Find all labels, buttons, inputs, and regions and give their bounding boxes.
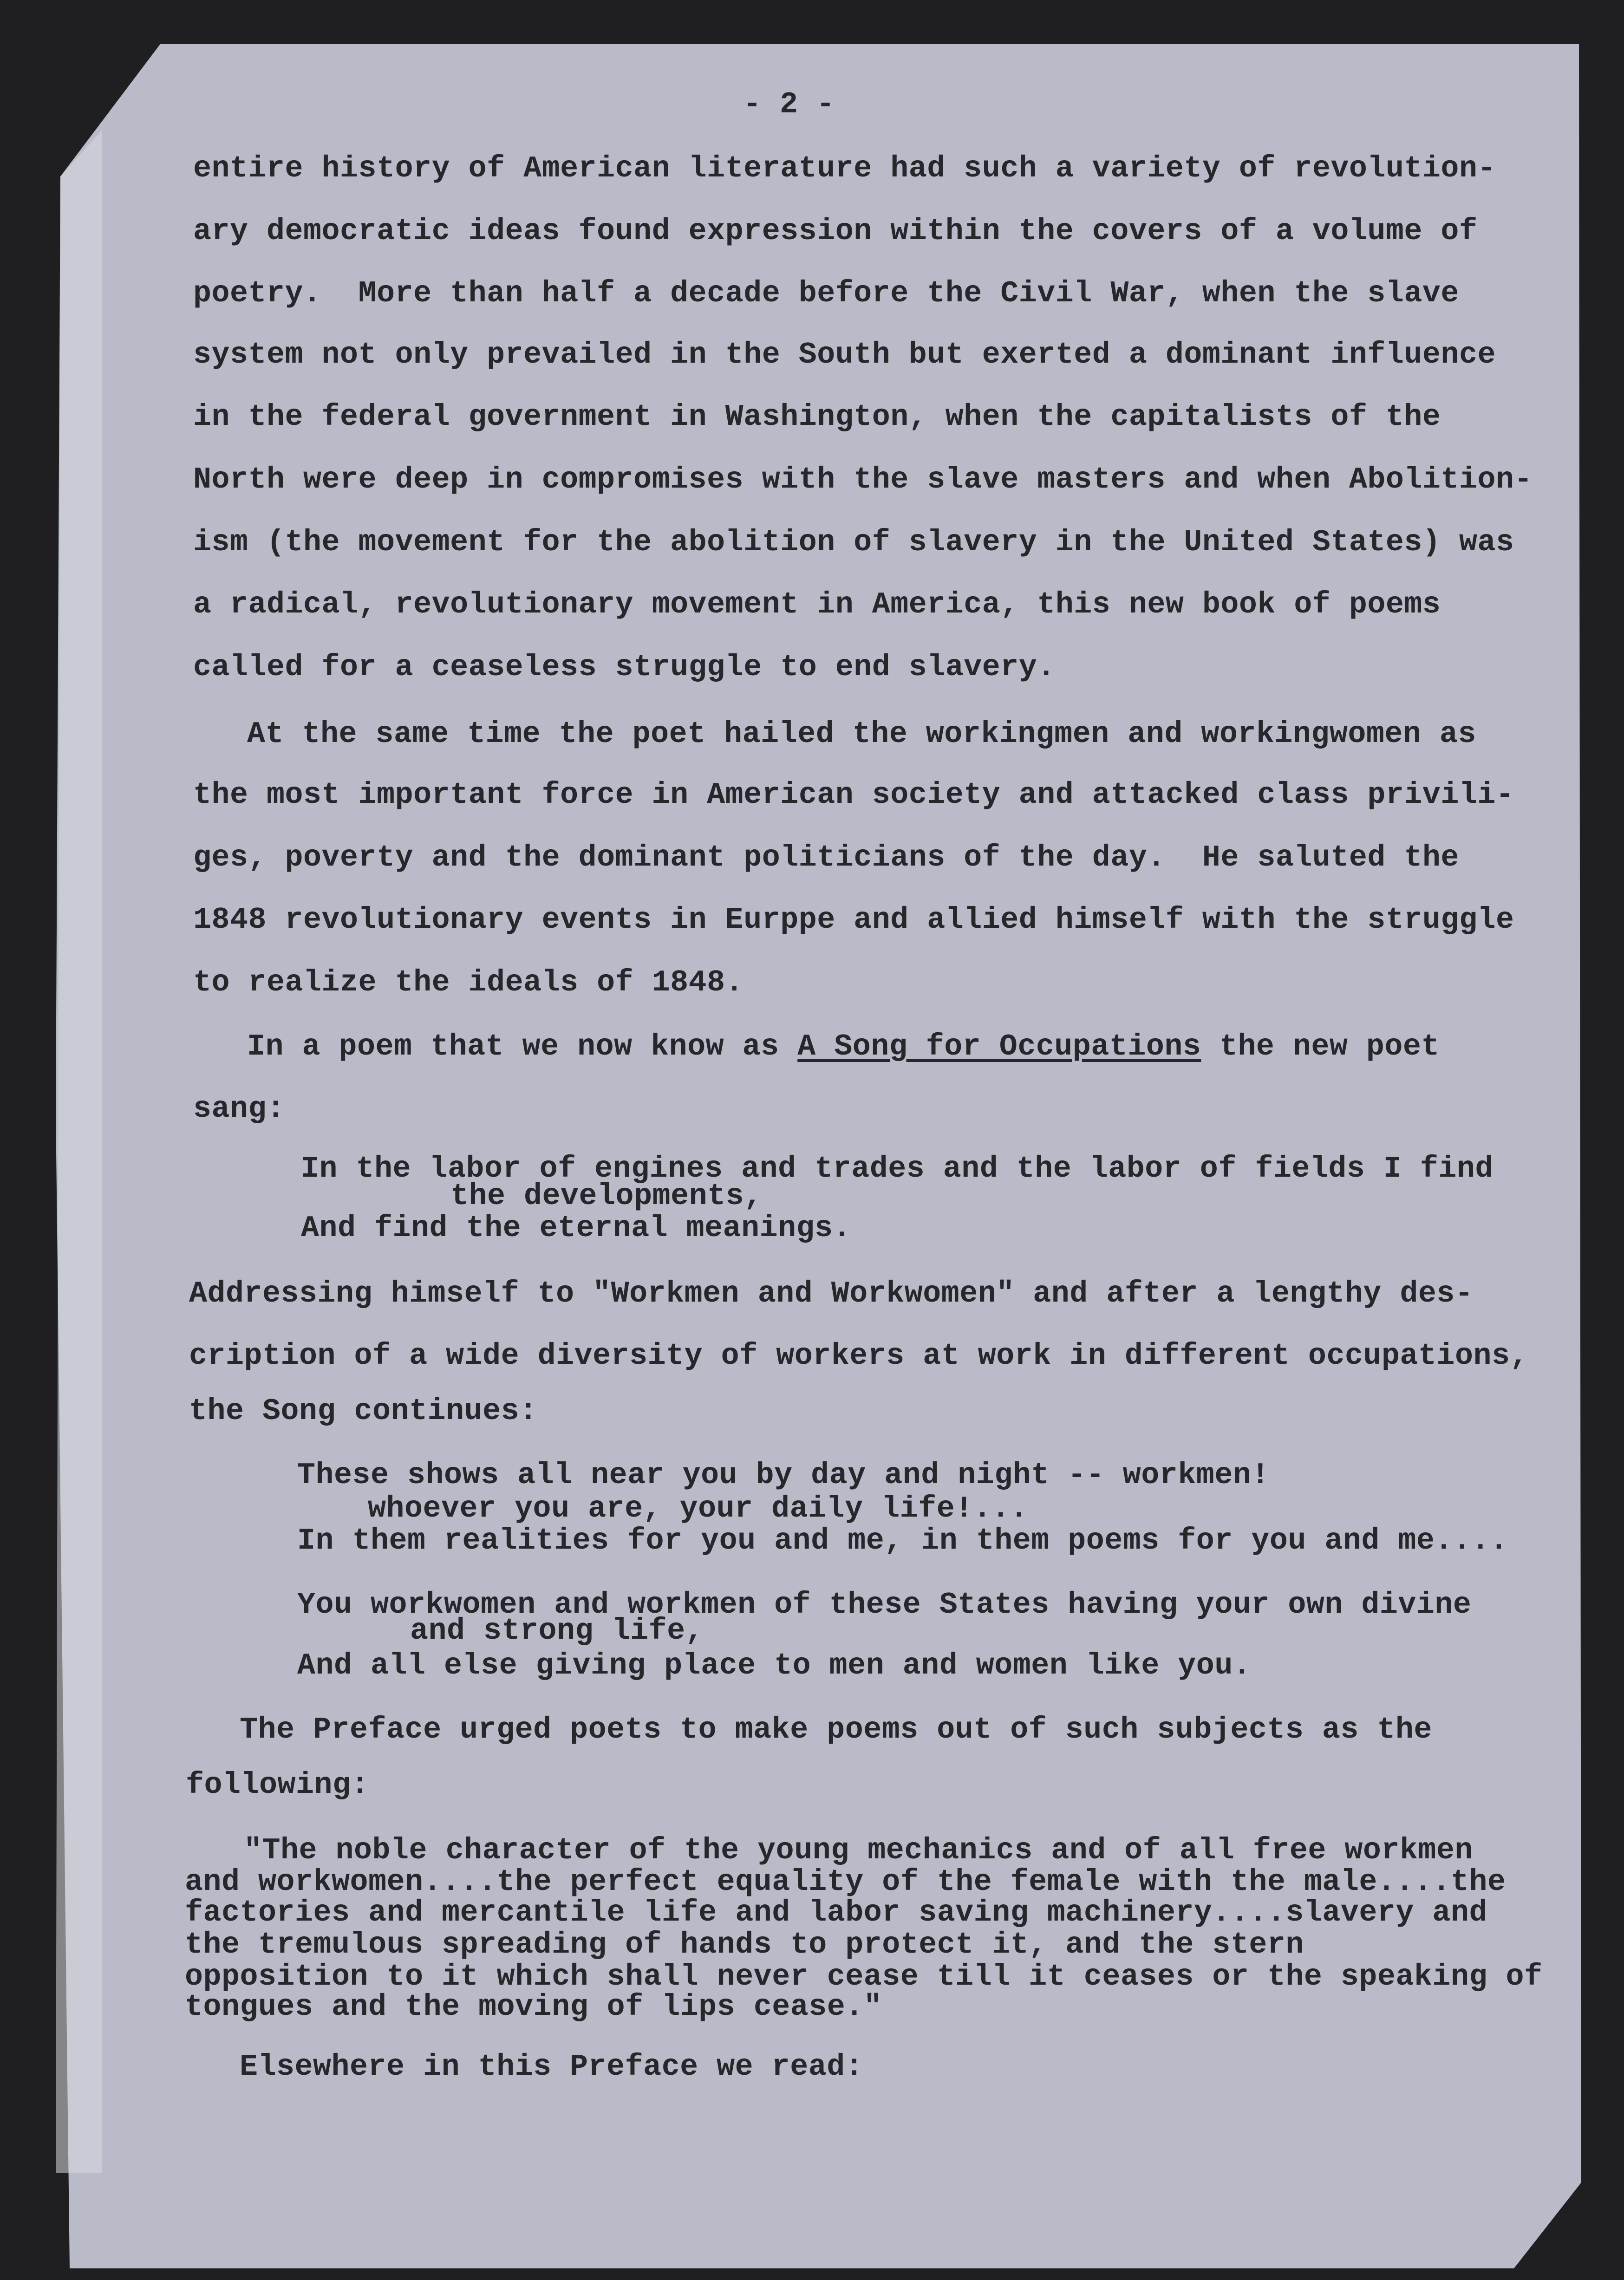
quote-line: factories and mercantile life and labor saving machinery....slavery and (185, 1896, 1487, 1930)
paragraph-line: poetry. More than half a decade before the Civil War, when the slave (193, 276, 1459, 311)
poem-line: And find the eternal meanings. (301, 1211, 852, 1245)
paragraph-line: to realize the ideals of 1848. (193, 965, 744, 1000)
poem-line: and strong life, (410, 1614, 704, 1648)
paragraph-line: sang: (193, 1092, 285, 1126)
quote-line: and workwomen....the perfect equality of the female with the male....the (185, 1865, 1506, 1899)
poem-line: the developments, (450, 1179, 763, 1213)
paragraph-line: 1848 revolutionary events in Eurppe and allied himself with the struggle (193, 903, 1514, 937)
text: the new poet (1201, 1029, 1440, 1064)
paragraph-line: At the same time the poet hailed the workingmen and workingwomen as (247, 717, 1476, 751)
poem-title-underlined: A Song for Occupations (797, 1029, 1201, 1064)
paragraph-line: Addressing himself to "Workmen and Workwomen" and after a lengthy des- (189, 1277, 1474, 1311)
poem-line: In them realities for you and me, in them poems for you and me.... (297, 1524, 1508, 1558)
quote-line: "The noble character of the young mechanics and of all free workmen (244, 1833, 1473, 1868)
poem-line: In the labor of engines and trades and the labor of fields I find (301, 1152, 1494, 1186)
paragraph-line: entire history of American literature had such a variety of revolution- (193, 151, 1496, 186)
quote-line: the tremulous spreading of hands to protect it, and the stern (185, 1928, 1304, 1962)
quote-line: tongues and the moving of lips cease." (185, 1990, 882, 2024)
poem-line: And all else giving place to men and women like you. (297, 1648, 1252, 1683)
paragraph-line: the most important force in American society and attacked class privili- (193, 778, 1514, 812)
page-number: - 2 - (743, 87, 835, 122)
paragraph-line: ary democratic ideas found expression within the covers of a volume of (193, 214, 1478, 248)
paragraph-line: North were deep in compromises with the slave masters and when Abolition- (193, 463, 1533, 497)
paragraph-line: ges, poverty and the dominant politicians of the day. He saluted the (193, 840, 1459, 875)
paragraph-line: The Preface urged poets to make poems out of such subjects as the (240, 1713, 1432, 1747)
poem-line: You workwomen and workmen of these States having your own divine (297, 1588, 1472, 1622)
poem-line: whoever you are, your daily life!... (368, 1492, 1029, 1526)
paper-edge (51, 130, 102, 2173)
poem-line: These shows all near you by day and night -- workmen! (297, 1458, 1270, 1492)
paragraph-line: in the federal government in Washington, when the capitalists of the (193, 400, 1441, 434)
paragraph-line (247, 1030, 1440, 1063)
paragraph-line: the Song continues: (189, 1394, 538, 1428)
paragraph-line: Elsewhere in this Preface we read: (240, 2050, 864, 2084)
paragraph-line: ism (the movement for the abolition of slavery in the United States) was (193, 525, 1514, 560)
paragraph-line: a radical, revolutionary movement in America, this new book of poems (193, 587, 1441, 622)
paragraph-line: system not only prevailed in the South but exerted a dominant influence (193, 338, 1496, 372)
paragraph-line: cription of a wide diversity of workers at work in different occupations, (189, 1339, 1528, 1373)
quote-line: opposition to it which shall never cease till it ceases or the speaking of (185, 1960, 1543, 1994)
paragraph-line: following: (186, 1768, 370, 1802)
paragraph-line: called for a ceaseless struggle to end slavery. (193, 650, 1056, 684)
text: In a poem that we now know as (247, 1029, 798, 1064)
